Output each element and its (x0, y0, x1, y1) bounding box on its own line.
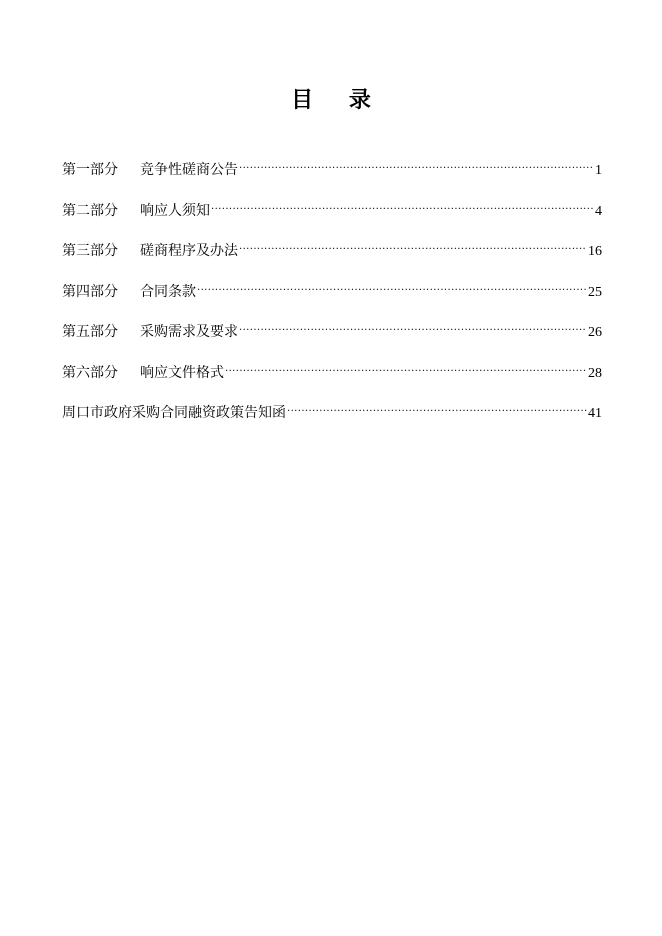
toc-dot-leader (239, 316, 587, 336)
toc-dot-leader (239, 154, 594, 174)
toc-entry-title: 竞争性磋商公告 (140, 162, 238, 178)
toc-entry-title: 响应文件格式 (140, 364, 224, 381)
toc-page-number: 25 (588, 284, 602, 300)
toc-dot-leader (287, 397, 587, 417)
toc-entry[interactable] (62, 397, 602, 438)
page-title: 目 录 (291, 88, 385, 113)
toc-entry-title: 合同条款 (140, 283, 196, 300)
toc-part-label: 第五部分 (62, 324, 118, 340)
toc-entry[interactable] (62, 316, 602, 357)
toc-entry-title: 磋商程序及办法 (140, 243, 238, 259)
toc-page-number: 16 (588, 244, 602, 259)
toc-entry[interactable] (62, 235, 602, 276)
toc-entry-title: 响应人须知 (140, 202, 210, 219)
toc-dot-leader (225, 357, 587, 377)
toc-dot-leader (239, 235, 587, 255)
toc-part-label: 第一部分 (62, 162, 118, 178)
toc-page-number: 28 (588, 365, 602, 381)
toc-part-label: 第六部分 (62, 364, 118, 381)
toc-part-label: 第四部分 (62, 283, 118, 300)
toc-entry-title: 周口市政府采购合同融资政策告知函 (62, 405, 286, 421)
toc-entry-title: 采购需求及要求 (140, 324, 238, 340)
toc-part-label: 第三部分 (62, 243, 118, 259)
toc-page-number: 41 (588, 406, 602, 421)
toc-entry[interactable] (62, 195, 602, 236)
toc-page-number: 26 (588, 325, 602, 340)
toc-page-number: 1 (595, 163, 602, 178)
toc-entry[interactable] (62, 154, 602, 195)
toc-page-number: 4 (595, 203, 602, 219)
toc-entry[interactable] (62, 276, 602, 317)
toc-entry[interactable] (62, 357, 602, 398)
table-of-contents (62, 154, 602, 438)
toc-dot-leader (211, 195, 594, 215)
toc-part-label: 第二部分 (62, 202, 118, 219)
toc-dot-leader (197, 276, 587, 296)
